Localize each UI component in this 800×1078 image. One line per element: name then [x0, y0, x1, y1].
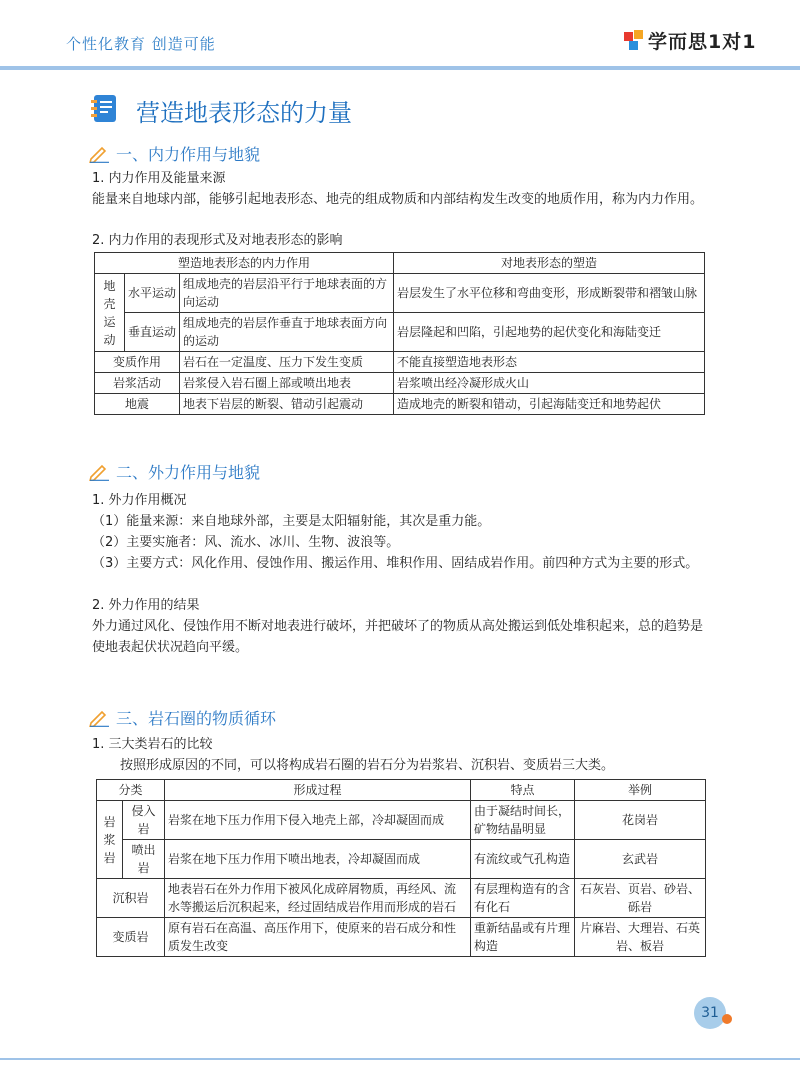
table-cell: 变质岩: [97, 918, 165, 957]
table-cell: 水平运动: [125, 274, 180, 313]
pencil-icon: [88, 463, 110, 481]
table-cell: 侵入岩: [123, 801, 165, 840]
table-cell: 原有岩石在高温、高压作用下，使原来的岩石成分和性质发生改变: [165, 918, 471, 957]
section-heading-rock-cycle: [88, 706, 276, 729]
table-cell: 组成地壳的岩层作垂直于地球表面方向的运动: [180, 313, 394, 352]
table-row: [97, 918, 706, 957]
table-cell: 地表下岩层的断裂、错动引起震动: [180, 394, 394, 415]
table-cell: 地震: [95, 394, 180, 415]
table-cell: 地壳运动: [95, 274, 125, 352]
internal-force-table: [94, 252, 705, 415]
rock-types-table: [96, 779, 706, 957]
table-cell: 喷出岩: [123, 840, 165, 879]
table-row: [95, 394, 705, 415]
paragraph: （2）主要实施者：风、流水、冰川、生物、波浪等。: [92, 535, 400, 550]
page-number: 31: [694, 997, 726, 1029]
section-heading-external: [88, 460, 260, 483]
table-cell: 岩浆侵入岩石圈上部或喷出地表: [180, 373, 394, 394]
table-cell: 岩浆岩: [97, 801, 123, 879]
pencil-icon: [88, 709, 110, 727]
table-cell: 玄武岩: [575, 840, 706, 879]
paragraph: （3）主要方式：风化作用、侵蚀作用、搬运作用、堆积作用、固结成岩作用。前四种方式为主要的形式。: [92, 556, 699, 571]
table-header-row: [97, 780, 706, 801]
table-cell: 石灰岩、页岩、砂岩、砾岩: [575, 879, 706, 918]
table-cell: 岩层隆起和凹陷，引起地势的起伏变化和海陆变迁: [394, 313, 705, 352]
paragraph: 1. 三大类岩石的比较: [92, 737, 213, 752]
header-divider: [0, 66, 800, 70]
table-header-cell: 形成过程: [165, 780, 471, 801]
table-cell: 花岗岩: [575, 801, 706, 840]
section-heading-text: 二、外力作用与地貌: [116, 463, 261, 482]
table-cell: 变质作用: [95, 352, 180, 373]
paragraph: 能量来自地球内部，能够引起地表形态、地壳的组成物质和内部结构发生改变的地质作用，称为内力作用。: [92, 192, 704, 207]
table-cell: 岩浆在地下压力作用下喷出地表，冷却凝固而成: [165, 840, 471, 879]
paragraph: 2. 内力作用的表现形式及对地表形态的影响: [92, 233, 343, 248]
paragraph: （1）能量来源：来自地球外部，主要是太阳辐射能，其次是重力能。: [92, 514, 491, 529]
table-row: [97, 879, 706, 918]
table-header-row: [95, 253, 705, 274]
table-row: [95, 373, 705, 394]
table-row: [95, 313, 705, 352]
table-cell: 地表岩石在外力作用下被风化成碎屑物质，再经风、流水等搬运后沉积起来，经过固结成岩作用而形成的岩石: [165, 879, 471, 918]
table-cell: 造成地壳的断裂和错动，引起海陆变迁和地势起伏: [394, 394, 705, 415]
paragraph: 外力通过风化、侵蚀作用不断对地表进行破坏，并把破坏了的物质从高处搬运到低处堆积起来，总的趋势是使地表起伏状况趋向平缓。: [92, 619, 704, 655]
table-header-cell: 分类: [97, 780, 165, 801]
table-header-cell: 塑造地表形态的内力作用: [95, 253, 394, 274]
paragraph: 1. 内力作用及能量来源: [92, 171, 226, 186]
table-cell: 片麻岩、大理岩、石英岩、板岩: [575, 918, 706, 957]
table-cell: 沉积岩: [97, 879, 165, 918]
table-cell: 垂直运动: [125, 313, 180, 352]
section-heading-text: 一、内力作用与地貌: [116, 145, 261, 164]
table-cell: 岩石在一定温度、压力下发生变质: [180, 352, 394, 373]
table-cell: 岩浆喷出经冷凝形成火山: [394, 373, 705, 394]
table-cell: 岩浆在地下压力作用下侵入地壳上部，冷却凝固而成: [165, 801, 471, 840]
table-cell: 组成地壳的岩层沿平行于地球表面的方向运动: [180, 274, 394, 313]
page-number-dot: [722, 1014, 732, 1024]
page-title: 营造地表形态的力量: [136, 99, 352, 127]
section-heading-internal: [88, 142, 260, 165]
paragraph: 1. 外力作用概况: [92, 493, 187, 508]
logo-text: 学而思1对1: [648, 31, 757, 53]
table-cell: 有层理构造有的含有化石: [471, 879, 575, 918]
table-row: [95, 352, 705, 373]
header-slogan: 个性化教育 创造可能: [66, 35, 216, 53]
table-cell: 岩浆活动: [95, 373, 180, 394]
pencil-icon: [88, 145, 110, 163]
table-cell: 不能直接塑造地表形态: [394, 352, 705, 373]
logo-mark-icon: [624, 30, 644, 52]
table-header-cell: 对地表形态的塑造: [394, 253, 705, 274]
table-header-cell: 举例: [575, 780, 706, 801]
table-row: [97, 840, 706, 879]
table-header-cell: 特点: [471, 780, 575, 801]
section-heading-text: 三、岩石圈的物质循环: [116, 709, 277, 728]
table-row: [97, 801, 706, 840]
paragraph: 2. 外力作用的结果: [92, 598, 200, 613]
paragraph: 按照形成原因的不同，可以将构成岩石圈的岩石分为岩浆岩、沉积岩、变质岩三大类。: [120, 758, 615, 773]
brand-logo: [624, 27, 756, 54]
table-row: [95, 274, 705, 313]
table-cell: 有流纹或气孔构造: [471, 840, 575, 879]
table-cell: 由于凝结时间长，矿物结晶明显: [471, 801, 575, 840]
table-cell: 岩层发生了水平位移和弯曲变形，形成断裂带和褶皱山脉: [394, 274, 705, 313]
document-icon: [90, 94, 118, 124]
table-cell: 重新结晶或有片理构造: [471, 918, 575, 957]
footer-divider: [0, 1058, 800, 1060]
